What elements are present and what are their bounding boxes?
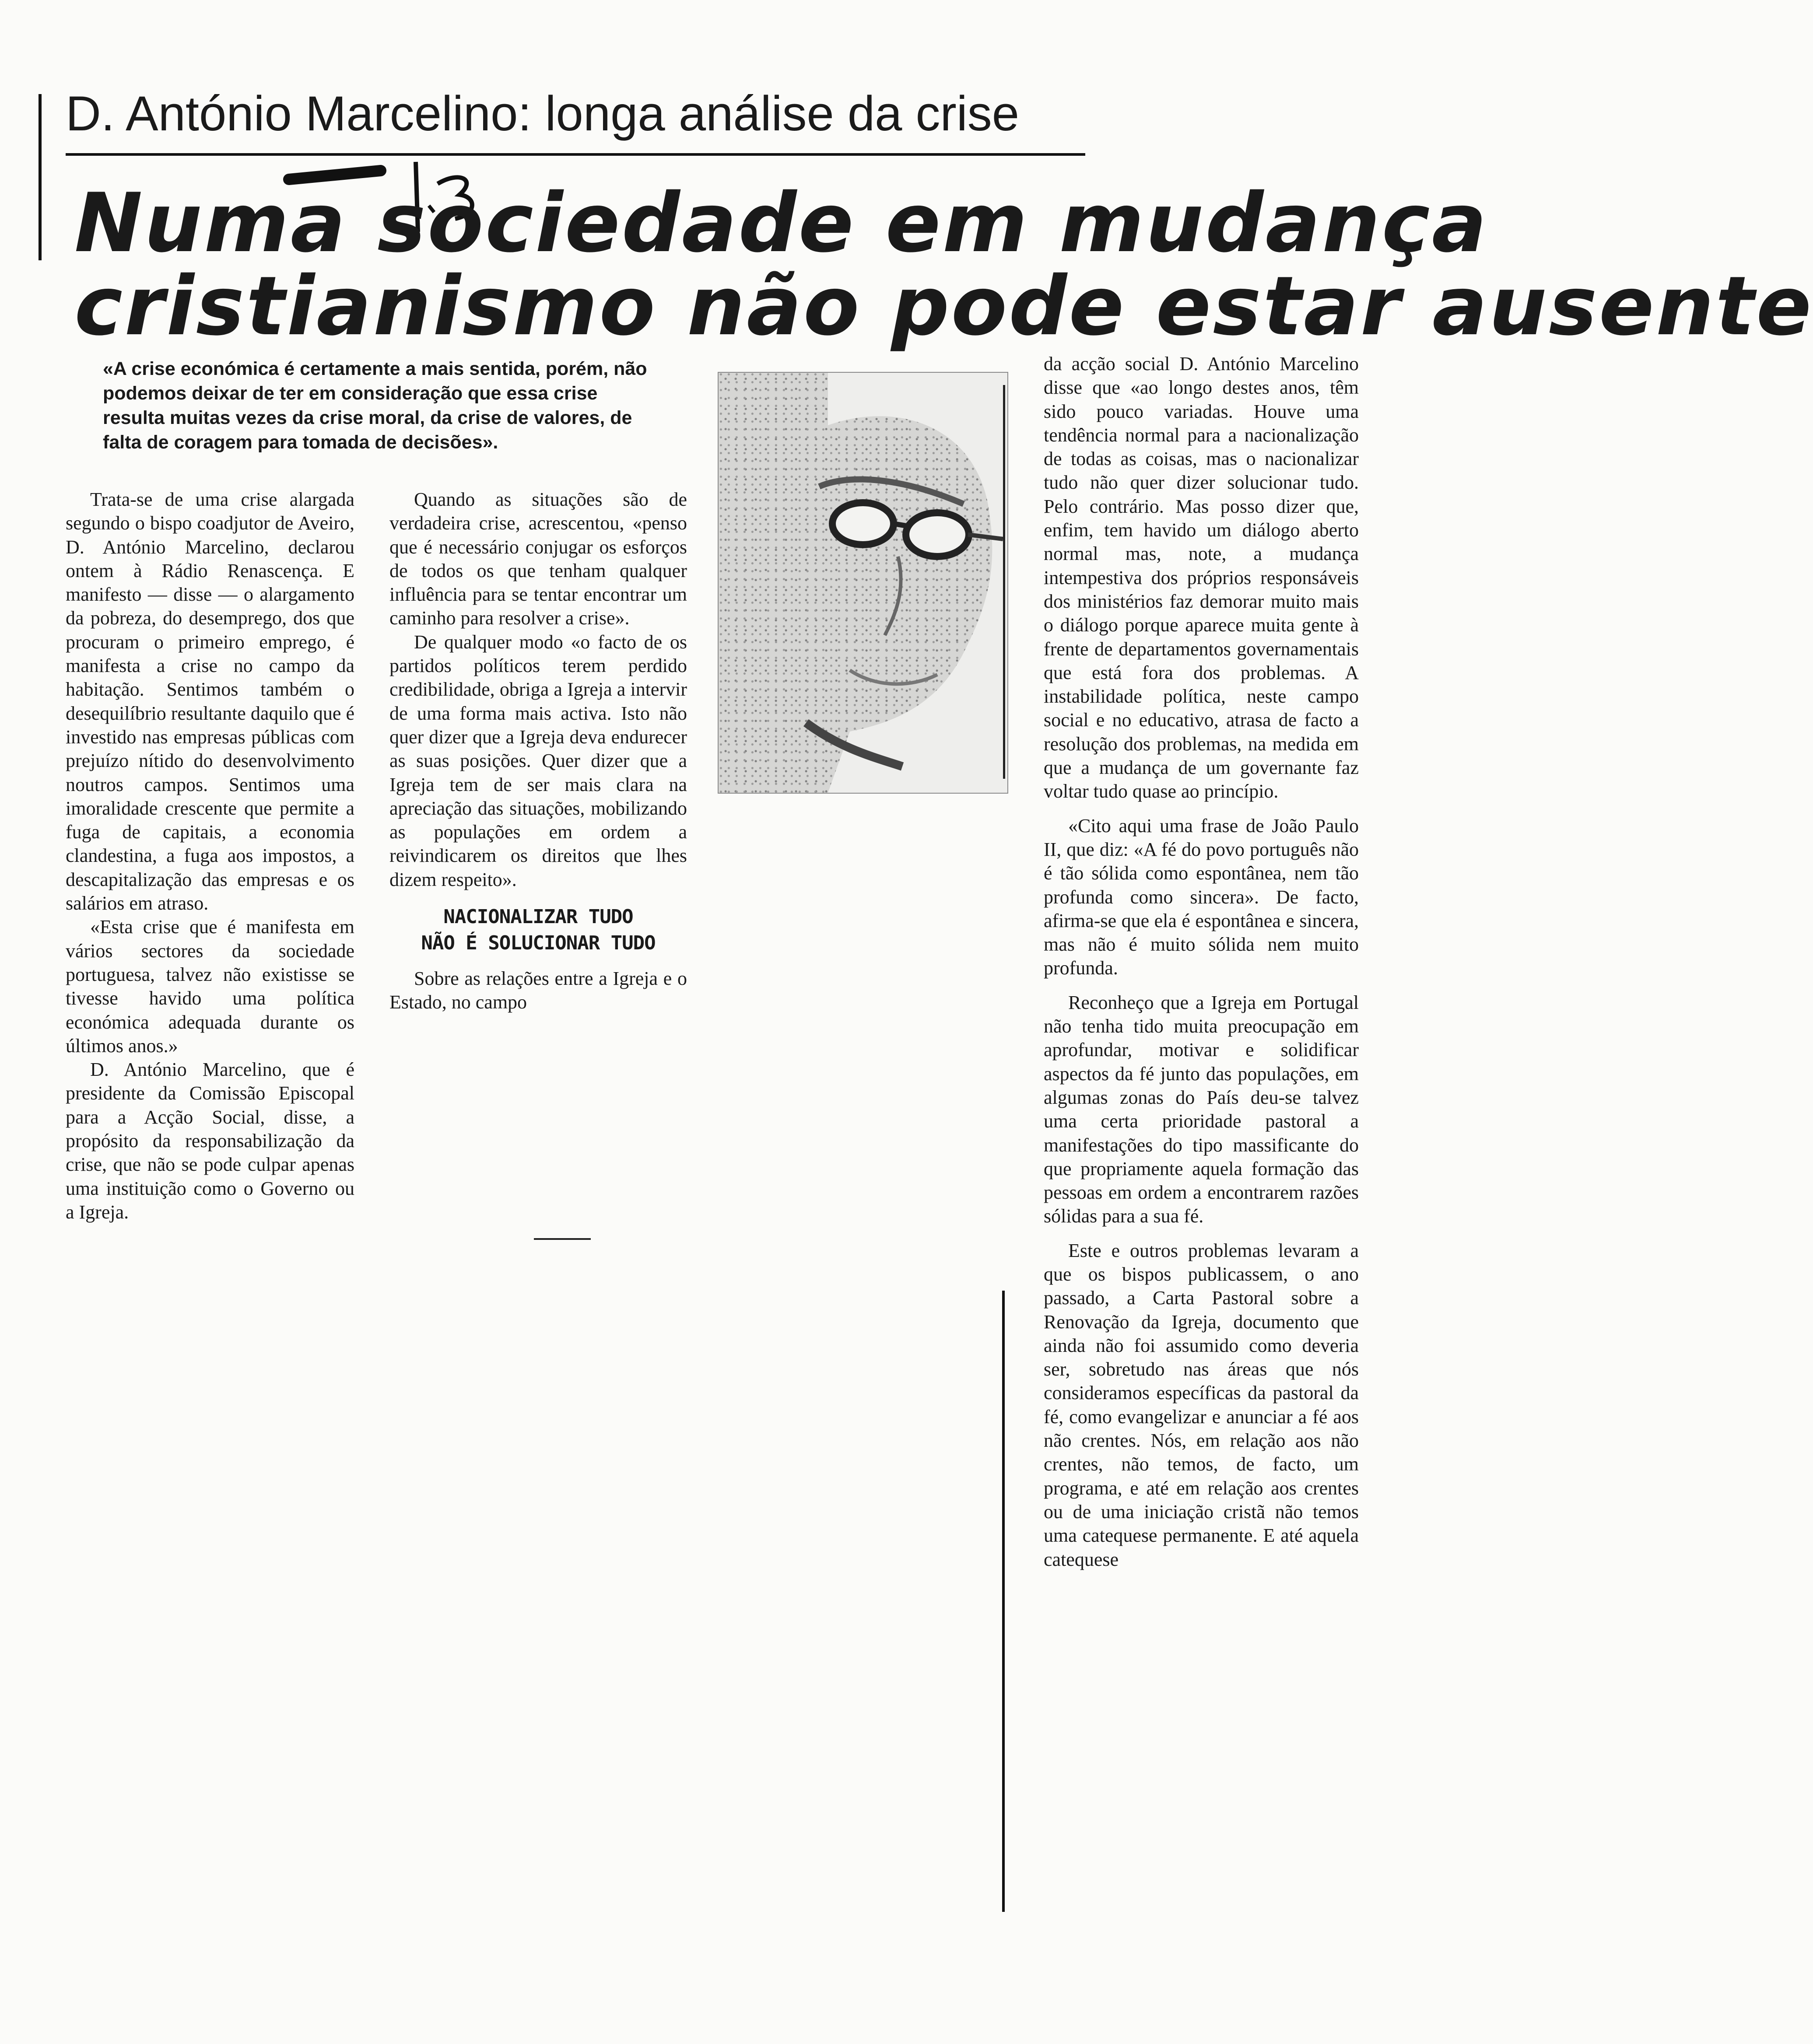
margin-bar — [39, 94, 42, 260]
col2-paragraph: De qualquer modo «o facto de os partidos políticos terem perdido credibilidade, obriga a Igreja a intervir de uma forma mais activa. Isto não quer dizer que a Igreja deva endurecer as suas posições. Quer dizer que a Igreja tem de ser mais clara na apreciação das situações, mobilizando as populações em ordem a reivindicarem os direitos que lhes dizem respeito». — [389, 631, 687, 890]
col2-paragraph: Quando as situações são de verdadeira crise, acrescentou, «penso que é necessário conjugar os esforços de todos os que tenham qualquer influência para se tentar encontrar um caminho para resolver a crise». — [389, 489, 687, 629]
col3-paragraph: Este e outros problemas levaram a que os bispos publicassem, o ano passado, a Carta Pastoral sobre a Renovação da Igreja, documento que ainda não foi assumido como deveria ser, sobretudo nas áreas que nós consideramos específicas da pastoral da fé, como evangelizar e anunciar a fé aos não crentes. Nós, em relação aos não crentes, não temos, de facto, um programa, e até em relação aos crentes ou de uma iniciação cristã não temos uma catequese permanente. E até aquela catequese — [1044, 1239, 1359, 1570]
column-2 — [389, 488, 687, 1015]
col3-paragraph: da acção social D. António Marcelino disse que «ao longo destes anos, têm sido pouco variadas. Houve uma tendência normal para a nacionalização de todas as coisas, mas o nacionalizar tudo não quer dizer solucionar tudo. Pelo contrário. Mas posso dizer que, enfim, tem havido um diálogo aberto normal mas, note, a mudança intempestiva dos próprios responsáveis dos ministérios faz demorar muito mais o diálogo porque aparece muita gente à frente de departamentos governamentais que está fora dos problemas. A instabilidade política, neste campo social e no educativo, atrasa de facto a resolução dos problemas, na medida em que a mudança de um governante faz voltar tudo quase ao princípio. — [1044, 353, 1359, 802]
col2-paragraph: Sobre as relações entre a Igreja e o Estado, no campo — [389, 968, 687, 1013]
subheading-line-1: NACIONALIZAR TUDO — [443, 906, 633, 928]
end-rule — [534, 1238, 591, 1240]
subheading-line-2: NÃO É SOLUCIONAR TUDO — [421, 932, 656, 955]
col1-paragraph: Trata-se de uma crise alargada segundo o bispo coadjutor de Aveiro, D. António Marcelino, declarou ontem à Rádio Renascença. E manifesto — disse — o alargamento da pobreza, do desemprego, dos que procuram o primeiro emprego, é manifesta a crise no campo da habitação. Sentimos também o desequilíbrio resultante daquilo que é investido nas empresas públicas com prejuízo nítido do desenvolvimento noutros campos. Sentimos uma imoralidade crescente que permite a fuga de capitais, a economia clandestina, a fuga aos impostos, a descapitalização das empresas e os salários em atraso. — [66, 489, 354, 914]
column-rule — [1002, 1291, 1005, 1912]
portrait-figure — [719, 373, 1007, 793]
lead-paragraph: «A crise económica é certamente a mais sentida, porém, não podemos deixar de ter em consideração que essa crise resulta muitas vezes da crise moral, da crise de valores, de falta de coragem para tomada de decisões». — [103, 358, 647, 453]
portrait-photo — [718, 372, 1008, 794]
col1-paragraph: D. António Marcelino, que é presidente da Comissão Episcopal para a Acção Social, disse, a propósito da responsabilização da crise, que não se pode culpar apenas uma instituição como o Governo ou a Igreja. — [66, 1059, 354, 1223]
subheading — [389, 904, 687, 956]
col3-paragraph: «Cito aqui uma frase de João Paulo II, que diz: «A fé do povo português não é tão sólida como espontânea, nem tão profunda como sincera». De facto, afirma-se que ela é espontânea e sincera, mas não é muito sólida nem muito profunda. — [1044, 815, 1359, 979]
col3-paragraph: Reconheço que a Igreja em Portugal não tenha tido muita preocupação em aprofundar, motivar e solidificar aspectos da fé junto das populações, em algumas zonas do País deu-se talvez uma certa prioridade pastoral a manifestações do tipo massificante do que propriamente aquela formação das pessoas em ordem a encontrarem razões sólidas para a sua fé. — [1044, 991, 1359, 1227]
column-3 — [1044, 352, 1359, 1572]
kicker: D. António Marcelino: longa análise da crise — [66, 86, 1020, 141]
headline-line-2: cristianismo não pode estar ausente — [74, 259, 1813, 354]
column-1 — [66, 488, 354, 1224]
col1-paragraph: «Esta crise que é manifesta em vários sectores da sociedade portuguesa, talvez não existisse se tivesse havido uma política económica adequada durante os últimos anos.» — [66, 916, 354, 1057]
column-rule — [1003, 385, 1005, 779]
headline-line-1: Numa sociedade em mudança — [74, 175, 1489, 270]
